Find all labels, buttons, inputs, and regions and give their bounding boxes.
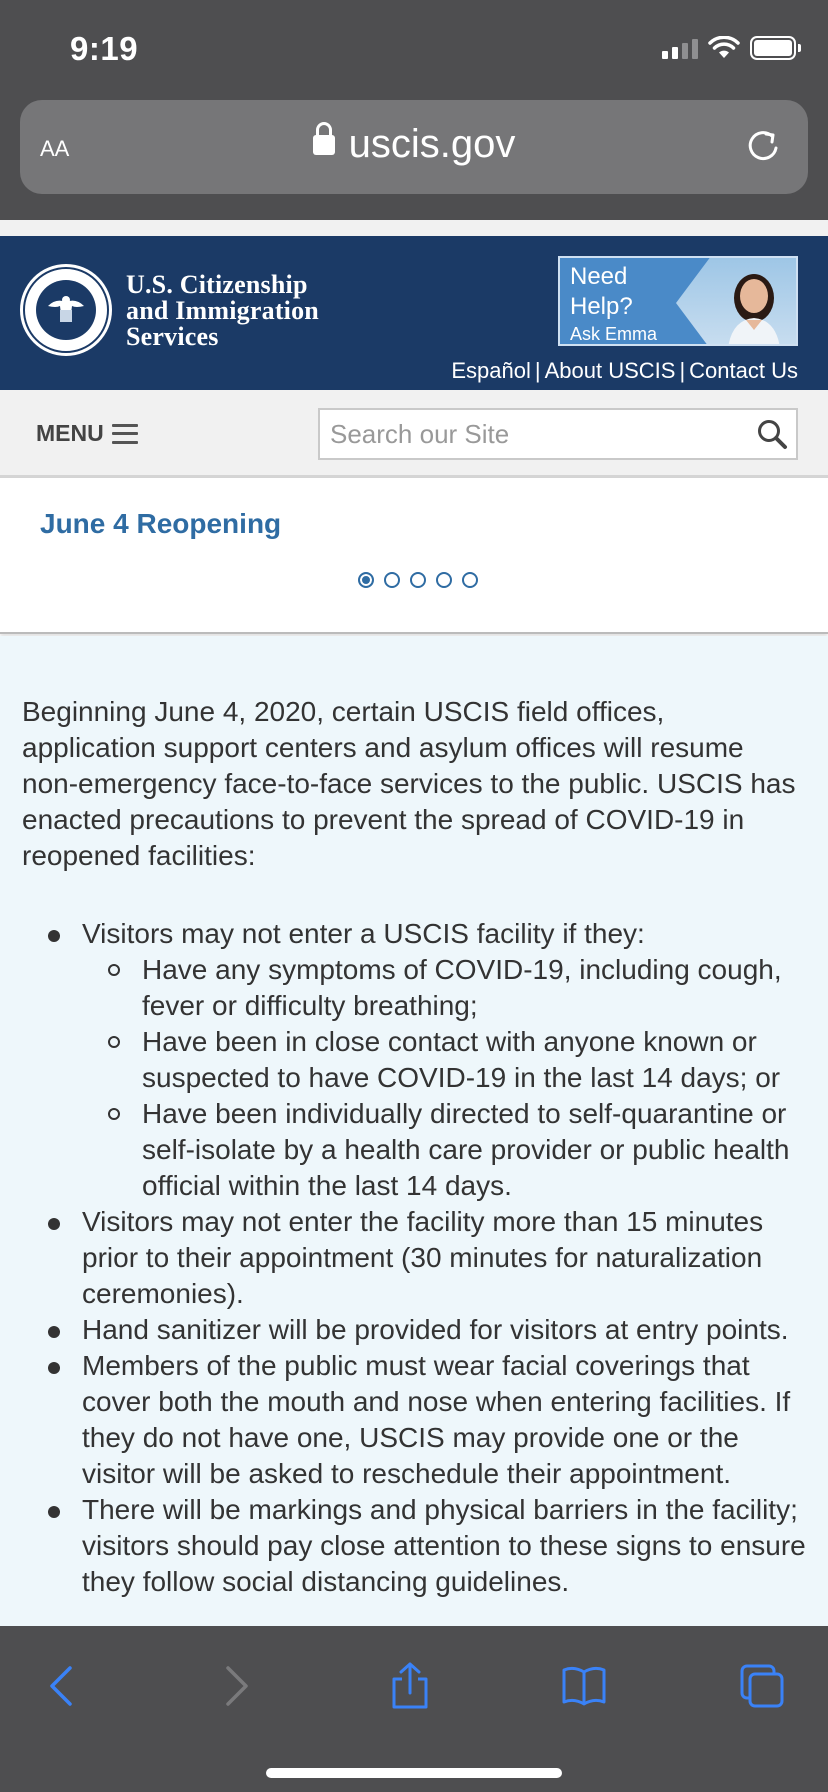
carousel-dot-4[interactable] — [436, 572, 452, 588]
forward-icon — [216, 1664, 256, 1708]
announcement-carousel — [0, 478, 828, 634]
about-uscis-link[interactable]: About USCIS — [544, 358, 676, 383]
hamburger-icon — [112, 424, 138, 444]
status-icons — [662, 36, 796, 60]
intro-paragraph: Beginning June 4, 2020, certain USCIS field offices, application support centers and asylum offices will resume non-emergency face-to-face services to the public. USCIS has enacted precautions to prevent the spread of COVID-19 in reopened facilities: — [22, 696, 796, 871]
safari-top-chrome — [0, 0, 828, 220]
lock-icon — [313, 135, 335, 155]
address-bar[interactable] — [20, 100, 808, 194]
espanol-link[interactable]: Español — [451, 358, 531, 383]
url-text: uscis.gov — [348, 122, 516, 166]
bookmarks-icon — [560, 1664, 608, 1708]
scrolled-page-strip — [0, 220, 828, 236]
ask-emma-button[interactable] — [558, 256, 798, 346]
sublist-item: Have been in close contact with anyone known or suspected to have COVID-19 in the last 14 days; or — [82, 1024, 814, 1096]
symptoms-sublist — [82, 952, 814, 1204]
status-time: 9:19 — [70, 30, 139, 67]
url-display[interactable] — [20, 122, 808, 167]
precautions-list — [22, 916, 814, 1600]
share-icon — [388, 1661, 432, 1711]
search-icon[interactable] — [756, 418, 788, 450]
carousel-dots — [358, 572, 478, 588]
list-item: There will be markings and physical barriers in the facility; visitors should pay close attention to these signs to ensure they follow social distancing guidelines. — [22, 1492, 814, 1600]
dhs-seal-logo[interactable] — [18, 262, 114, 358]
ask-emma-label: Ask Emma — [570, 324, 658, 344]
text-size-button[interactable]: AA — [40, 136, 70, 161]
reload-icon[interactable] — [742, 126, 784, 168]
main-content — [0, 636, 828, 1626]
cellular-signal-icon — [662, 37, 698, 59]
carousel-dot-1[interactable] — [358, 572, 374, 588]
carousel-slide-title[interactable]: June 4 Reopening — [40, 508, 282, 539]
site-header — [0, 236, 828, 390]
help-line-need: Need — [570, 263, 628, 290]
list-item: Hand sanitizer will be provided for visitors at entry points. — [22, 1312, 814, 1348]
list-item: Visitors may not enter a USCIS facility if they: Have any symptoms of COVID-19, including cough, fever or difficulty breathing; Have been in close contact with anyone known or suspected to have COVID-19 in the last 14 days; or Have been individually directed to self-quarantine or self-isolate by a health care provider or public health official within the last 14 days. — [22, 916, 814, 1204]
tabs-button[interactable] — [732, 1656, 792, 1716]
site-search — [318, 408, 798, 460]
sublist-item: Have been individually directed to self-quarantine or self-isolate by a health care provider or public health official within the last 14 days. — [82, 1096, 814, 1204]
list-item: Members of the public must wear facial coverings that cover both the mouth and nose when entering facilities. If they do not have one, USCIS may provide one or the visitor will be asked to reschedule their appointment. — [22, 1348, 814, 1492]
agency-name[interactable]: U.S. Citizenship and Immigration Services — [126, 270, 319, 351]
bookmarks-button[interactable] — [554, 1656, 614, 1716]
carousel-dot-3[interactable] — [410, 572, 426, 588]
share-button[interactable] — [380, 1656, 440, 1716]
emma-avatar — [676, 258, 796, 346]
search-input[interactable] — [320, 410, 730, 458]
help-line-help: Help? — [570, 293, 633, 320]
menu-button[interactable] — [36, 420, 138, 447]
contact-us-link[interactable]: Contact Us — [689, 358, 798, 383]
sublist-item: Have any symptoms of COVID-19, including cough, fever or difficulty breathing; — [82, 952, 814, 1024]
back-icon — [42, 1664, 82, 1708]
menu-label: MENU — [36, 420, 104, 446]
back-button[interactable] — [32, 1656, 92, 1716]
carousel-dot-2[interactable] — [384, 572, 400, 588]
header-links: Español | About USCIS | Contact Us — [451, 358, 798, 383]
tabs-icon — [738, 1662, 786, 1710]
list-item: Visitors may not enter the facility more than 15 minutes prior to their appointment (30 minutes for naturalization ceremonies). — [22, 1204, 814, 1312]
safari-toolbar — [0, 1626, 828, 1792]
wifi-icon — [708, 36, 740, 60]
carousel-dot-5[interactable] — [462, 572, 478, 588]
nav-bar — [0, 390, 828, 478]
battery-icon — [750, 36, 796, 60]
forward-button[interactable] — [206, 1656, 266, 1716]
home-indicator — [266, 1768, 562, 1778]
